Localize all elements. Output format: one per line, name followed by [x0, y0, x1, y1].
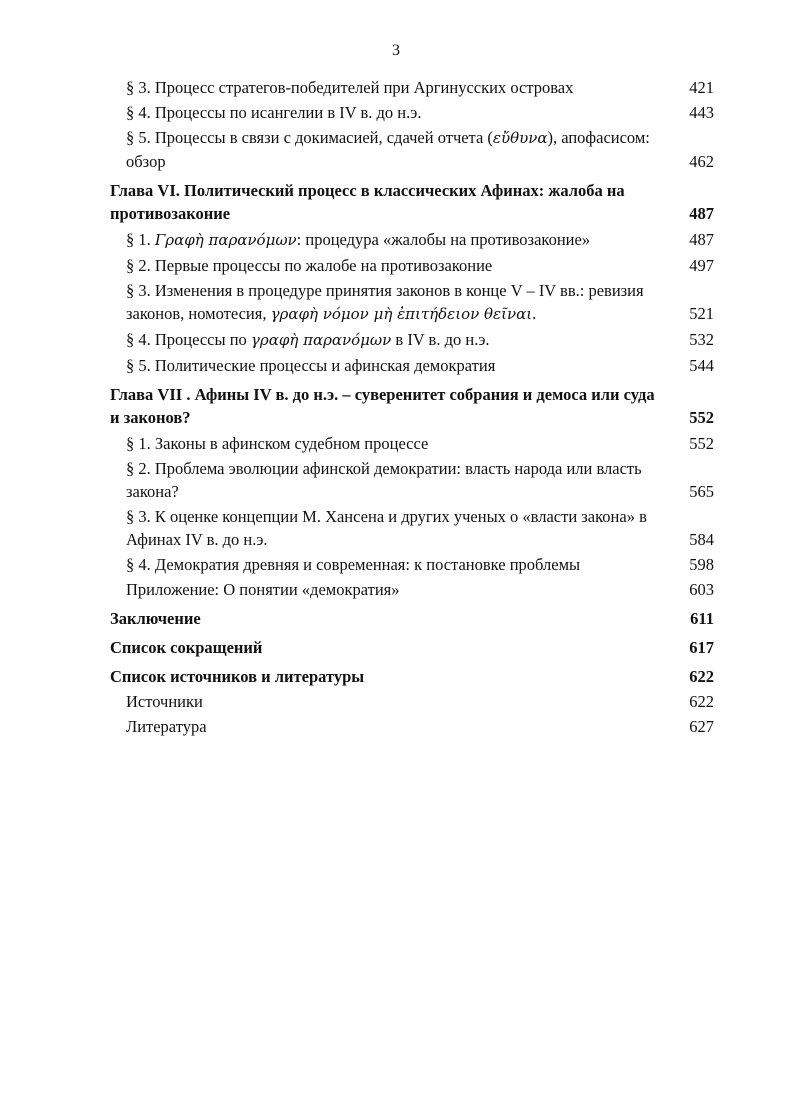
toc-entry-title-line2 [126, 302, 672, 326]
toc-entry-section-v-5 [126, 126, 714, 173]
chapter-title-line1: Глава VII . Афины IV в. до н.э. – суверенитет собрания и демоса или суда [110, 385, 655, 404]
toc-entry-title-line1: § 3. Изменения в процедуре принятия законов в конце V – IV вв.: ревизия [126, 281, 644, 300]
toc-entry-page: 617 [689, 638, 714, 657]
toc-entry-title: § 1. Законы в афинском судебном процессе [126, 434, 429, 453]
toc-entry-section-v-4 [126, 101, 714, 124]
toc-entry-title [126, 228, 672, 252]
toc-entry-page: 603 [689, 580, 714, 599]
toc-entry-page: 622 [689, 692, 714, 711]
toc-text: . [532, 304, 537, 323]
page-number: 3 [392, 42, 400, 59]
toc-entry-title [126, 328, 672, 352]
toc-entry-title: Литература [126, 717, 207, 736]
toc-entry-title: § 2. Первые процессы по жалобе на противозаконие [126, 256, 493, 275]
toc-entry-title: Приложение: О понятии «демократия» [126, 580, 400, 599]
chapter-page: 487 [689, 204, 714, 223]
greek-term: εὔθυνα [492, 129, 548, 147]
toc-entry-literature [126, 715, 714, 738]
toc-entry-title-line1: § 2. Проблема эволюции афинской демократии: власть народа или власть [126, 459, 642, 478]
greek-term: Γραφὴ παρανόμων [154, 231, 297, 249]
toc-entry-section-vii-3 [126, 505, 730, 551]
toc-text: § 1. [126, 230, 155, 249]
toc-entry-title: § 5. Политические процессы и афинская демократия [126, 356, 496, 375]
toc-entry-section-vii-1 [126, 432, 714, 455]
toc-entry-page: 627 [689, 717, 714, 736]
toc-entry-section-vii-2 [126, 457, 730, 503]
toc-text: § 5. Процессы в связи с докимасией, сдачей отчета ( [126, 128, 493, 147]
toc-entry-title-line2: закона? [126, 482, 179, 501]
toc-entry-section-vi-4 [126, 328, 714, 352]
toc-entry-title-line2: обзор [126, 152, 166, 171]
chapter-title-line2: и законов? [110, 408, 191, 427]
greek-term: γραφὴ νόμον μὴ ἐπιτήδειον θεῖναι [270, 305, 533, 323]
toc-entry-sources [126, 690, 714, 713]
toc-entry-page: 622 [689, 667, 714, 686]
toc-entry-page: 497 [689, 256, 714, 275]
toc-entry-title: Список сокращений [110, 638, 263, 657]
chapter-page: 552 [689, 408, 714, 427]
toc-entry-title-line1 [126, 126, 714, 150]
toc-entry-title: Источники [126, 692, 203, 711]
toc-entry-section-vi-5 [126, 354, 714, 377]
toc-entry-section-vi-3 [126, 279, 730, 326]
toc-entry-page: 584 [689, 530, 714, 549]
toc-entry-section-vii-4 [126, 553, 714, 576]
toc-text: : процедура «жалобы на противозаконие» [296, 230, 591, 249]
toc-entry-title: Заключение [110, 609, 201, 628]
toc-entry-page: 443 [689, 103, 714, 122]
toc-entry-section-vi-2 [126, 254, 714, 277]
toc-entry-page: 487 [689, 230, 714, 249]
toc-entry-title-line2: Афинах IV в. до н.э. [126, 530, 268, 549]
toc-entry-chapter-6 [110, 179, 714, 225]
toc-text: законов, номотесия, [126, 304, 271, 323]
toc-entry-page: 462 [689, 152, 714, 171]
toc-text: § 4. Процессы по [126, 330, 251, 349]
toc-entry-page: 521 [689, 304, 714, 323]
toc-entry-abbreviations [110, 636, 714, 659]
table-of-contents [110, 76, 730, 740]
toc-text: в IV в. до н.э. [391, 330, 490, 349]
greek-term: γραφὴ παρανόμων [250, 331, 392, 349]
toc-entry-bibliography [110, 665, 714, 688]
toc-entry-conclusion [110, 607, 714, 630]
toc-entry-page: 532 [689, 330, 714, 349]
toc-text: ), апофасисом: [547, 128, 650, 147]
toc-entry-title-line1: § 3. К оценке концепции М. Хансена и других ученых о «власти закона» в [126, 507, 647, 526]
toc-entry-title: § 4. Демократия древняя и современная: к постановке проблемы [126, 555, 581, 574]
chapter-title-line1: Глава VI. Политический процесс в классических Афинах: жалоба на [110, 181, 625, 200]
toc-entry-section-v-3 [126, 76, 714, 99]
toc-entry-title: Список источников и литературы [110, 667, 365, 686]
toc-entry-section-vi-1 [126, 228, 714, 252]
toc-entry-chapter-7 [110, 383, 714, 429]
toc-entry-page: 544 [689, 356, 714, 375]
chapter-title-line2: противозаконие [110, 204, 231, 223]
toc-entry-title: § 3. Процесс стратегов-победителей при Аргинусских островах [126, 78, 574, 97]
toc-entry-page: 598 [689, 555, 714, 574]
toc-entry-title: § 4. Процессы по исангелии в IV в. до н.э. [126, 103, 422, 122]
toc-entry-page: 565 [689, 482, 714, 501]
toc-entry-page: 421 [689, 78, 714, 97]
toc-entry-page: 611 [690, 609, 714, 628]
toc-entry-appendix [126, 578, 714, 601]
toc-entry-page: 552 [689, 434, 714, 453]
